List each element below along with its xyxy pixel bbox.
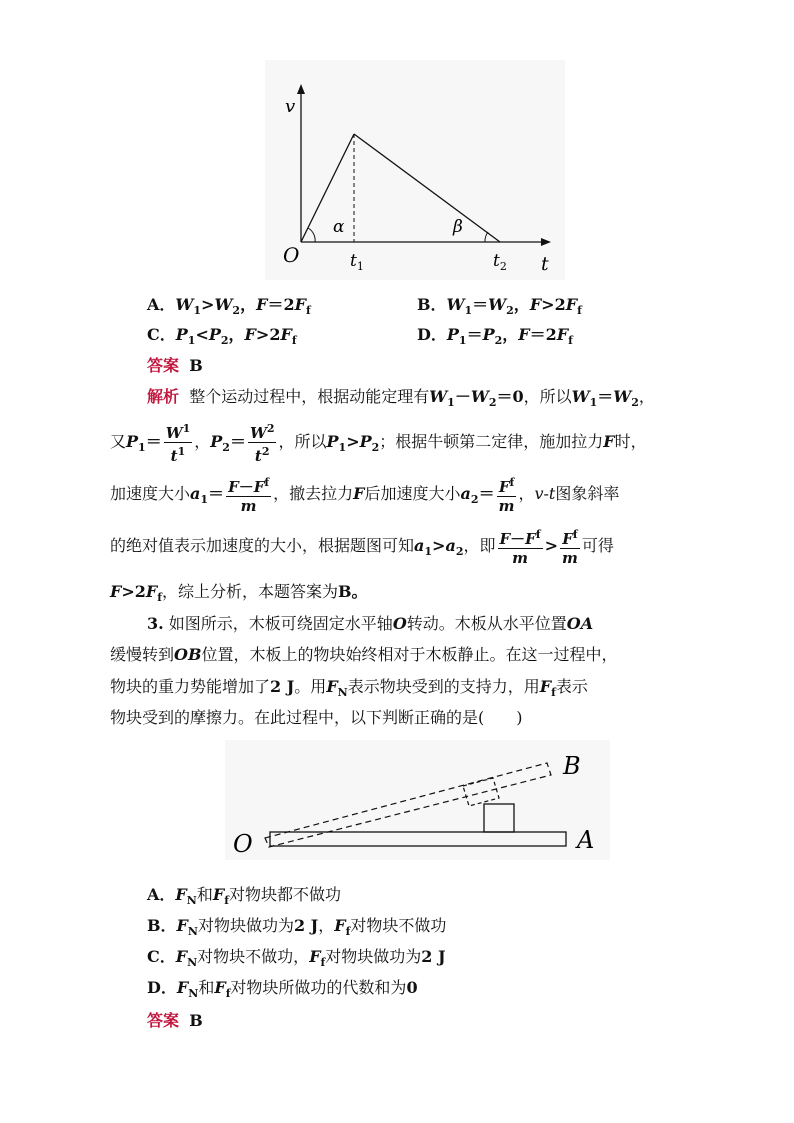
- v-axis-arrow: [297, 84, 305, 94]
- q3-option-c: C．$F_N$对物块不做功，$F_f$对物块做功为2 J: [147, 947, 446, 970]
- horizontal-board: [270, 832, 566, 846]
- label-O: O: [233, 830, 253, 858]
- analysis-line3: 加速度大小$a_1=$ $\frac{F-F^f}{m}$ ，撤去拉力F后加速度大小$a_2=$ $\frac{F^f}{m}$ ，v-t图象斜率: [110, 476, 620, 515]
- vt-graph-svg: [265, 60, 565, 280]
- t-label: t: [541, 253, 549, 275]
- analysis-line4: 的绝对值表示加速度的大小，根据题图可知$a_1>a_2$，即 $\frac{F-F^f}{m}$ > $\frac{F^f}{m}$ 可得: [110, 528, 614, 567]
- alpha-label: α: [333, 217, 345, 237]
- t1-label: $t_1$: [350, 251, 364, 273]
- beta-arc: [485, 232, 488, 242]
- tilted-board: [265, 763, 551, 847]
- q3-option-d: D．$F_N$和$F_f$对物块所做功的代数和为0: [147, 978, 418, 1001]
- horizontal-block: [484, 804, 514, 832]
- t-axis-arrow: [541, 238, 551, 246]
- board-figure: [225, 740, 610, 860]
- t2-label: $t_2$: [493, 251, 507, 273]
- q3-stem-line2: 缓慢转到OB位置，木板上的物块始终相对于木板静止。在这一过程中，: [110, 645, 618, 664]
- v-label: v: [285, 96, 296, 117]
- analysis-line1: 解析 整个运动过程中，根据动能定理有$W_1-W_2=0$，所以$W_1=W_2$，: [147, 387, 655, 410]
- label-A: A: [577, 826, 595, 854]
- q3-stem-line3: 物块的重力势能增加了2 J。用$F_N$表示物块受到的支持力，用$F_f$表示: [110, 677, 588, 700]
- label-B: B: [563, 752, 581, 780]
- analysis-line5: $F>2F_f$，综上分析，本题答案为B。: [110, 582, 368, 605]
- q3-stem-line1: 3. 如图所示，木板可绕固定水平轴O转动。木板从水平位置OA: [147, 614, 594, 633]
- q3-option-b: B．$F_N$对物块做功为2 J，$F_f$对物块不做功: [147, 916, 447, 939]
- board-svg: [225, 740, 610, 860]
- falling-line: [354, 134, 500, 242]
- q3-option-a: A．$F_N$和$F_f$对物块都不做功: [147, 885, 341, 908]
- alpha-arc: [308, 228, 315, 242]
- option-a: A．$W_1>W_2$，$F=2F_f$: [147, 295, 311, 318]
- beta-label: β: [453, 217, 463, 237]
- option-d: D．$P_1=P_2$，$F=2F_f$: [417, 325, 573, 348]
- vt-graph-figure: [265, 60, 565, 280]
- tilted-block: [463, 778, 499, 806]
- q3-stem-line4: 物块受到的摩擦力。在此过程中，以下判断正确的是( ): [110, 708, 523, 727]
- option-b: B．$W_1=W_2$，$F>2F_f$: [417, 295, 582, 318]
- rising-line: [301, 134, 354, 242]
- analysis-line2: 又$P_1=$ $\frac{W^1}{t^1}$ ，$P_2=$ $\frac{W^2}{t^2}$ ，所以$P_1>P_2$；根据牛顿第二定律，施加拉力F时，: [110, 422, 647, 465]
- origin-label: O: [283, 243, 300, 267]
- q3-answer: 答案 B: [147, 1011, 203, 1030]
- q2-answer: 答案 B: [147, 356, 203, 375]
- option-c: C．$P_1<P_2$，$F>2F_f$: [147, 325, 297, 348]
